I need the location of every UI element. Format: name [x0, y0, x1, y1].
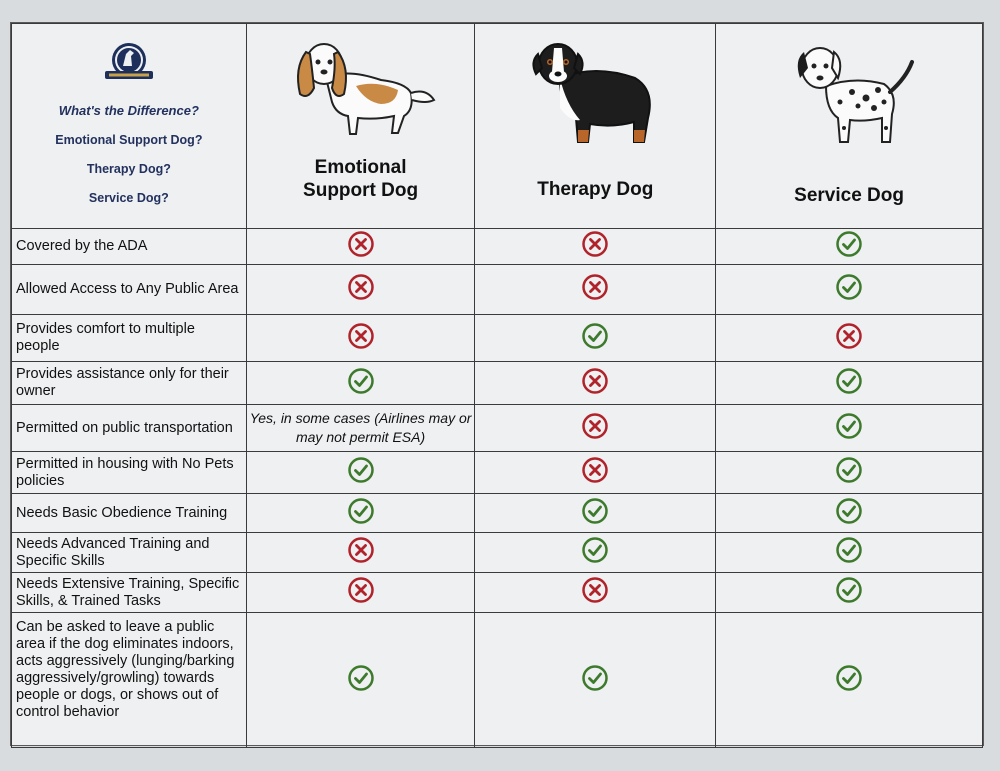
- check-icon: [835, 288, 863, 305]
- header-row: [12, 24, 983, 229]
- cross-icon: [347, 337, 375, 354]
- check-icon: [835, 471, 863, 488]
- intro-item-service: Service Dog?: [88, 191, 169, 205]
- check-icon: [581, 551, 609, 568]
- cell-therapy: [475, 229, 716, 265]
- cell-therapy: [475, 533, 716, 573]
- cross-icon: [581, 471, 609, 488]
- cross-icon: [581, 591, 609, 608]
- check-icon: [347, 512, 375, 529]
- cell-service: [716, 573, 983, 613]
- org-logo-icon: [99, 40, 159, 86]
- table-row: [12, 229, 983, 265]
- cell-therapy: [475, 452, 716, 494]
- row-label: Allowed Access to Any Public Area: [12, 265, 247, 315]
- cross-icon: [347, 551, 375, 568]
- column-title-therapy: Therapy Dog: [537, 179, 654, 200]
- table-row: [12, 533, 983, 573]
- row-label: Needs Advanced Training and Specific Skills: [12, 533, 247, 573]
- cell-esa: [246, 265, 475, 315]
- cell-therapy: [475, 265, 716, 315]
- column-title-esa-line1: Emotional: [314, 157, 407, 178]
- cell-service: [716, 452, 983, 494]
- column-title-service: Service Dog: [794, 185, 904, 206]
- cell-esa: [246, 533, 475, 573]
- check-icon: [347, 382, 375, 399]
- table-row: [12, 405, 983, 452]
- row-label: Needs Extensive Training, Specific Skills, & Trained Tasks: [12, 573, 247, 613]
- cell-service: [716, 229, 983, 265]
- table-row: [12, 362, 983, 405]
- row-label: Can be asked to leave a public area if the dog eliminates indoors, acts aggressively (lunging/barking aggressively/growling) towards people or dogs, or shows out of control behavior: [12, 613, 247, 748]
- column-header-therapy: [475, 24, 716, 229]
- cell-esa: [246, 229, 475, 265]
- row-label: Provides comfort to multiple people: [12, 315, 247, 362]
- cross-icon: [581, 382, 609, 399]
- table-row: [12, 452, 983, 494]
- cell-esa: [246, 315, 475, 362]
- cell-service: [716, 494, 983, 533]
- cross-icon: [835, 337, 863, 354]
- check-icon: [835, 679, 863, 696]
- check-icon: [581, 337, 609, 354]
- cross-icon: [347, 288, 375, 305]
- cell-esa: [246, 452, 475, 494]
- row-label: Permitted on public transportation: [12, 405, 247, 452]
- comparison-table: [11, 23, 983, 748]
- check-icon: [835, 512, 863, 529]
- spaniel-dog-icon: [286, 38, 436, 138]
- cell-therapy: [475, 573, 716, 613]
- cell-esa: [246, 613, 475, 748]
- bernese-dog-icon: [520, 38, 670, 150]
- row-label: Covered by the ADA: [12, 229, 247, 265]
- column-title-esa: [247, 156, 475, 202]
- column-header-esa: [246, 24, 475, 229]
- cell-therapy: [475, 405, 716, 452]
- cross-icon: [581, 288, 609, 305]
- cross-icon: [347, 245, 375, 262]
- check-icon: [835, 382, 863, 399]
- dalmatian-dog-icon: [774, 38, 924, 150]
- cell-therapy: [475, 362, 716, 405]
- table-row: [12, 494, 983, 533]
- comparison-sheet: [10, 22, 984, 746]
- intro-cell: [12, 24, 247, 229]
- table-row: [12, 573, 983, 613]
- cell-service: [716, 405, 983, 452]
- cell-therapy: [475, 315, 716, 362]
- row-label: Permitted in housing with No Pets policies: [12, 452, 247, 494]
- check-icon: [835, 245, 863, 262]
- check-icon: [835, 591, 863, 608]
- cell-esa: [246, 573, 475, 613]
- column-header-service: [716, 24, 983, 229]
- cell-therapy: [475, 494, 716, 533]
- cell-service: [716, 362, 983, 405]
- check-icon: [347, 679, 375, 696]
- intro-item-therapy: Therapy Dog?: [86, 162, 171, 176]
- cell-therapy: [475, 613, 716, 748]
- check-icon: [581, 512, 609, 529]
- row-label: Needs Basic Obedience Training: [12, 494, 247, 533]
- table-row: [12, 613, 983, 748]
- cross-icon: [347, 591, 375, 608]
- cross-icon: [581, 245, 609, 262]
- cross-icon: [581, 427, 609, 444]
- cell-service: [716, 265, 983, 315]
- cell-esa: [246, 362, 475, 405]
- check-icon: [347, 471, 375, 488]
- cell-note: Yes, in some cases (Airlines may or may not permit ESA): [249, 410, 472, 445]
- comparison-rows: [12, 229, 983, 748]
- check-icon: [835, 427, 863, 444]
- check-icon: [835, 551, 863, 568]
- cell-esa: [246, 494, 475, 533]
- cell-esa: [246, 405, 475, 452]
- cell-service: [716, 315, 983, 362]
- row-label: Provides assistance only for their owner: [12, 362, 247, 405]
- table-row: [12, 315, 983, 362]
- cell-service: [716, 533, 983, 573]
- column-title-esa-line2: Support Dog: [303, 180, 419, 201]
- intro-item-esa: Emotional Support Dog?: [55, 133, 203, 147]
- cell-service: [716, 613, 983, 748]
- table-row: [12, 265, 983, 315]
- check-icon: [581, 679, 609, 696]
- intro-question: What's the Difference?: [58, 103, 199, 118]
